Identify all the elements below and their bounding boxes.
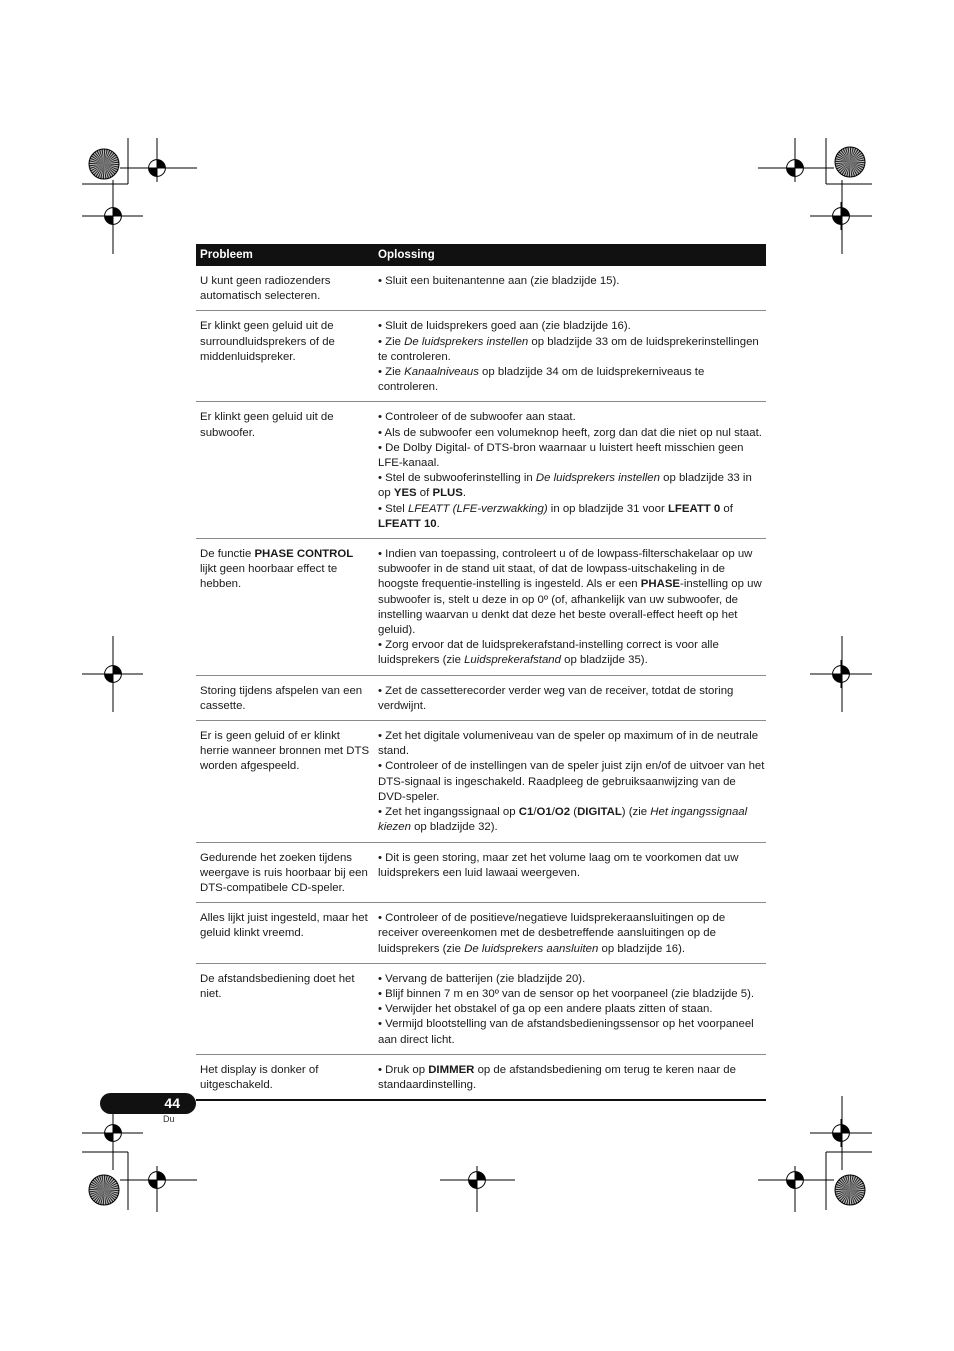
solution-item xyxy=(378,851,766,881)
solution-item xyxy=(378,684,766,714)
text-run: op bladzijde 33 in op xyxy=(378,472,752,500)
solution-cell xyxy=(374,539,766,676)
text-run: • Blijf binnen 7 m en 30º van de sensor op het voorpaneel (zie bladzijde 5). xyxy=(378,987,755,1000)
text-run: lijkt geen hoorbaar effect te hebben. xyxy=(200,563,338,591)
solution-item xyxy=(378,729,766,759)
text-run: / xyxy=(533,806,537,819)
bold-term: DIGITAL xyxy=(577,806,622,819)
bold-term: PHASE CONTROL xyxy=(254,548,354,561)
text-run: op de afstandsbediening om terug te keren naar de standaardinstelling. xyxy=(378,1063,736,1091)
text-run: De afstandsbediening doet het niet. xyxy=(200,972,355,1000)
text-run: -instelling op uw subwoofer is, stelt u deze in op 0º (of, afhankelijk van uw subwoofer, de instelling waarvan u denkt dat deze het beste overall-effect heeft op het geluid). xyxy=(378,578,762,637)
solution-cell xyxy=(374,903,766,964)
text-run: • Zie xyxy=(378,335,405,348)
text-run: • Sluit de luidsprekers goed aan (zie bladzijde 16). xyxy=(378,320,631,333)
text-run: Er klinkt geen geluid uit de surroundluidsprekers of de middenluidspreker. xyxy=(200,320,335,363)
text-run: ( xyxy=(570,806,578,819)
problem-cell xyxy=(196,539,374,676)
solution-cell xyxy=(374,721,766,842)
text-run: • De Dolby Digital- of DTS-bron waarnaar u luistert heeft misschien geen LFE-kanaal. xyxy=(378,441,744,470)
bold-term: LFEATT 10 xyxy=(378,517,437,530)
italic-reference: Het ingangssignaal kiezen xyxy=(378,806,748,834)
solution-cell xyxy=(374,675,766,720)
text-run: • Controleer of de positieve/negatieve luidsprekeraansluitingen op de receiver overeenkomen met de desbetreffende aansluitingen op de luidsprekers (zie xyxy=(378,912,726,955)
text-run: Het display is donker of uitgeschakeld. xyxy=(200,1063,319,1091)
text-run: in op bladzijde 31 voor xyxy=(547,502,668,515)
text-run: Storing tijdens afspelen van een cassette. xyxy=(200,684,363,712)
italic-reference: De luidsprekers instellen xyxy=(535,472,660,485)
text-run: op bladzijde 33 om de luidsprekerinstellingen te controleren. xyxy=(378,335,759,363)
text-run: • Zie xyxy=(378,366,405,379)
column-header-solution: Oplossing xyxy=(374,244,766,266)
text-run: of xyxy=(720,502,733,515)
text-run: Alles lijkt juist ingesteld, maar het geluid klinkt vreemd. xyxy=(200,912,368,940)
problem-cell xyxy=(196,402,374,539)
solution-cell xyxy=(374,963,766,1054)
text-run: • Als de subwoofer een volumeknop heeft, zorg dan dat die niet op nul staat. xyxy=(378,426,762,439)
text-run: of xyxy=(416,487,433,500)
solution-item xyxy=(378,1017,766,1047)
solution-cell xyxy=(374,311,766,402)
table-row xyxy=(196,842,766,903)
table-row xyxy=(196,903,766,964)
solution-item xyxy=(378,365,766,395)
page-number: 44 xyxy=(164,1095,180,1111)
italic-reference: LFEATT (LFE-verzwakking) xyxy=(407,502,548,515)
solution-cell xyxy=(374,402,766,539)
solution-item xyxy=(378,410,766,425)
solution-item xyxy=(378,759,766,805)
solution-item xyxy=(378,319,766,334)
text-run: • Zet de cassetterecorder verder weg van de receiver, totdat de storing verdwijnt. xyxy=(378,684,734,712)
solution-item xyxy=(378,638,766,668)
problem-cell xyxy=(196,963,374,1054)
solution-item xyxy=(378,987,766,1002)
bold-term: YES xyxy=(393,487,417,500)
problem-cell xyxy=(196,311,374,402)
bold-term: O2 xyxy=(554,806,571,819)
text-run: / xyxy=(551,806,555,819)
column-header-problem: Probleem xyxy=(196,244,374,266)
text-run: • Stel xyxy=(378,502,408,515)
italic-reference: De luidsprekers aansluiten xyxy=(464,942,599,955)
table-row xyxy=(196,721,766,842)
solution-item xyxy=(378,1002,766,1017)
table-header-row xyxy=(196,244,766,266)
text-run: Er klinkt geen geluid uit de subwoofer. xyxy=(200,411,334,439)
table-row xyxy=(196,963,766,1054)
solution-cell xyxy=(374,1054,766,1100)
solution-item xyxy=(378,911,766,957)
table-body xyxy=(196,266,766,1100)
bold-term: PLUS xyxy=(432,487,463,500)
text-run: op bladzijde 34 om de luidsprekerniveaus te controleren. xyxy=(378,366,705,394)
text-run: ) (zie xyxy=(621,806,651,819)
solution-item xyxy=(378,972,766,987)
solution-item xyxy=(378,1063,766,1093)
problem-cell xyxy=(196,266,374,311)
table-row xyxy=(196,402,766,539)
bold-term: DIMMER xyxy=(428,1063,475,1076)
text-run: Er is geen geluid of er klinkt herrie wanneer bronnen met DTS worden afgespeeld. xyxy=(200,730,370,773)
italic-reference: Luidsprekerafstand xyxy=(464,654,561,667)
problem-cell xyxy=(196,675,374,720)
text-run: op bladzijde 32). xyxy=(410,821,498,834)
solution-item xyxy=(378,441,766,471)
text-run: • Vervang de batterijen (zie bladzijde 20). xyxy=(378,972,586,985)
problem-cell xyxy=(196,1054,374,1100)
text-run: • Zet het digitale volumeniveau van de speler op maximum of in de neutrale stand. xyxy=(378,730,759,758)
italic-reference: De luidsprekers instellen xyxy=(404,335,529,348)
table-row xyxy=(196,266,766,311)
solution-item xyxy=(378,274,766,289)
text-run: De functie xyxy=(200,548,255,561)
troubleshooting-table xyxy=(196,244,766,1101)
problem-cell xyxy=(196,903,374,964)
bold-term: LFEATT 0 xyxy=(667,502,721,515)
solution-item xyxy=(378,547,766,638)
solution-cell xyxy=(374,266,766,311)
table-row xyxy=(196,675,766,720)
text-run: • Vermijd blootstelling van de afstandsbedieningssensor op het voorpaneel aan direct licht. xyxy=(378,1018,754,1046)
text-run: • Indien van toepassing, controleert u of de lowpass-filterschakelaar op uw subwoofer in de stand uit staat, of dat de lowpass-uitschakeling in de hoogste frequentie-instelling is ingesteld. Als er een xyxy=(378,548,753,591)
text-run: • Verwijder het obstakel of ga op een andere plaats zitten of staan. xyxy=(378,1003,713,1016)
solution-item xyxy=(378,471,766,501)
text-run: • Zet het ingangssignaal op xyxy=(378,806,519,819)
text-run: op bladzijde 35). xyxy=(560,654,648,667)
table-row xyxy=(196,539,766,676)
bold-term: C1 xyxy=(518,806,534,819)
table-row xyxy=(196,311,766,402)
table-row xyxy=(196,1054,766,1100)
solution-cell xyxy=(374,842,766,903)
text-run: Gedurende het zoeken tijdens weergave is ruis hoorbaar bij een DTS-compatibele CD-speler. xyxy=(200,851,368,894)
italic-reference: Kanaalniveaus xyxy=(404,366,479,379)
solution-item xyxy=(378,426,766,441)
bold-term: PHASE xyxy=(640,578,681,591)
problem-cell xyxy=(196,721,374,842)
solution-item xyxy=(378,502,766,532)
text-run: • Controleer of de subwoofer aan staat. xyxy=(378,411,576,424)
text-run: • Stel de subwooferinstelling in xyxy=(378,472,536,485)
text-run: . xyxy=(436,517,440,530)
solution-item xyxy=(378,335,766,365)
bold-term: O1 xyxy=(536,806,552,819)
solution-item xyxy=(378,805,766,835)
text-run: op bladzijde 16). xyxy=(598,942,686,955)
text-run: • Zorg ervoor dat de luidsprekerafstand-instelling correct is voor alle luidsprekers (zie xyxy=(378,639,719,667)
page-number-tab xyxy=(100,1093,196,1114)
text-run: . xyxy=(462,487,467,500)
text-run: • Sluit een buitenantenne aan (zie bladzijde 15). xyxy=(378,275,620,287)
problem-cell xyxy=(196,842,374,903)
text-run: U kunt geen radiozenders automatisch selecteren. xyxy=(200,275,331,303)
text-run: • Druk op xyxy=(378,1063,429,1076)
language-code: Du xyxy=(163,1114,175,1124)
text-run: • Dit is geen storing, maar zet het volume laag om te voorkomen dat uw luidsprekers een luid lawaai weergeven. xyxy=(378,851,739,879)
text-run: • Controleer of de instellingen van de speler juist zijn en/of de uitvoer van het DTS-signaal is ingeschakeld. Raadpleeg de gebruiksaanwijzing van de DVD-speler. xyxy=(378,760,765,803)
